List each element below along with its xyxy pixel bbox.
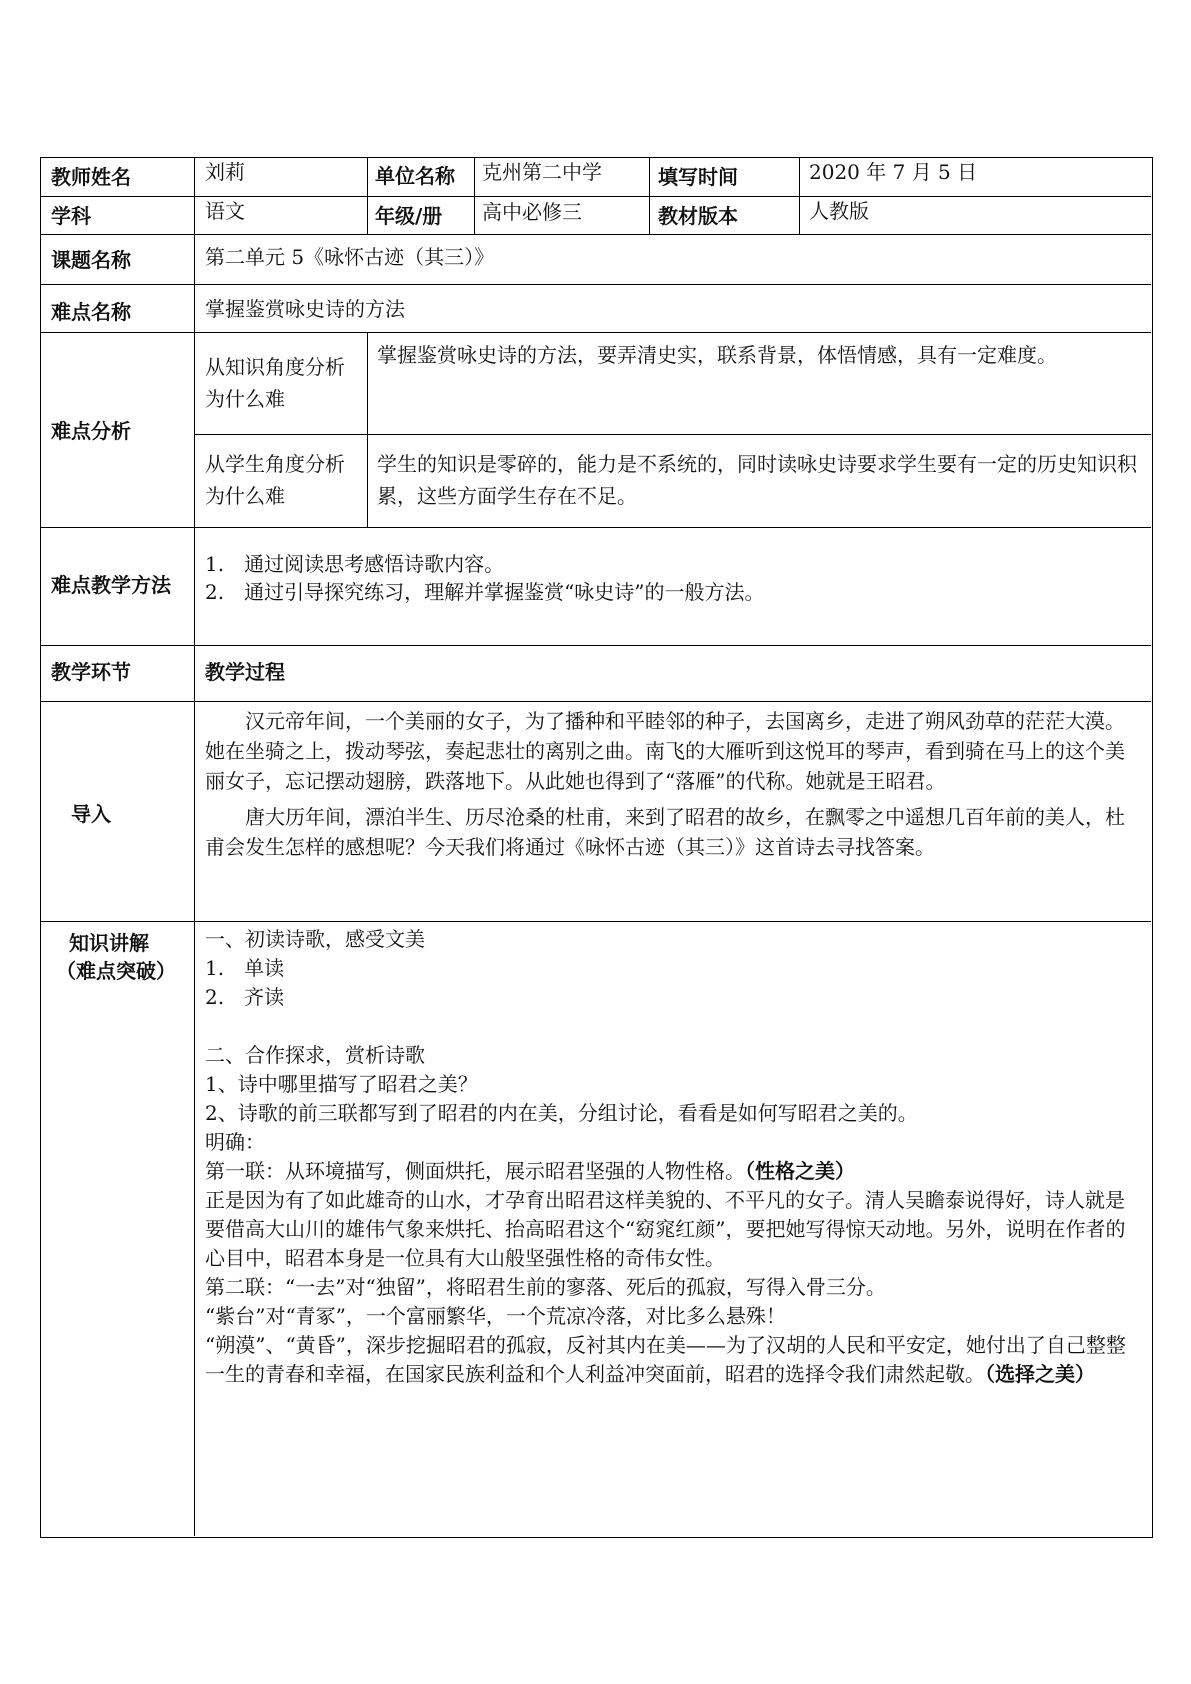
couplet-2-compare: “紫台”对“青冢”，一个富丽繁华，一个荒凉冷落，对比多么悬殊！ bbox=[205, 1304, 786, 1328]
row-divider bbox=[41, 284, 1151, 285]
col-divider bbox=[649, 158, 650, 234]
couplet-1-detail: 正是因为有了如此雄奇的山水，才孕育出昭君这样美貌的、不平凡的女子。清人吴瞻泰说得好，诗人就是要借高大山川的雄伟气象来烘托、抬高昭君这个“窈窕红颜”，要把她写得惊天动地。另外，说明在作者的心目中，昭君本身是一位具有大山般坚强性格的奇伟女性。 bbox=[205, 1188, 1126, 1270]
subject-label: 学科 bbox=[51, 204, 91, 228]
intro-text bbox=[205, 706, 1141, 862]
teacher-value: 刘莉 bbox=[205, 160, 245, 184]
question-1: 1、诗中哪里描写了昭君之美？ bbox=[205, 1072, 478, 1096]
row-divider bbox=[41, 234, 1151, 235]
section-1-item: 2. 齐读 bbox=[205, 985, 285, 1009]
intro-paragraph: 唐大历年间，漂泊半生、历尽沧桑的杜甫，来到了昭君的故乡，在飘零之中遥想几百年前的美人，杜甫会发生怎样的感想呢？今天我们将通过《咏怀古迹（其三）》这首诗去寻找答案。 bbox=[205, 805, 1125, 859]
subject-value: 语文 bbox=[205, 199, 245, 223]
row-divider bbox=[41, 645, 1151, 646]
question-2: 2、诗歌的前三联都写到了昭君的内在美，分组讨论，看看是如何写昭君之美的。 bbox=[205, 1101, 918, 1125]
clarify-label: 明确： bbox=[205, 1130, 265, 1154]
row-divider bbox=[41, 332, 1151, 333]
col-divider bbox=[474, 158, 475, 234]
date-label: 填写时间 bbox=[658, 165, 738, 189]
col-divider bbox=[194, 158, 195, 1536]
topic-value: 第二单元 5《咏怀古迹（其三）》 bbox=[205, 245, 495, 269]
knowledge-angle-value: 掌握鉴赏咏史诗的方法，要弄清史实，联系背景，体悟情感，具有一定难度。 bbox=[377, 343, 1057, 367]
student-angle-value: 学生的知识是零碎的，能力是不系统的，同时读咏史诗要求学生要有一定的历史知识积累，这些方面学生存在不足。 bbox=[377, 452, 1137, 508]
date-value: 2020 年 7 月 5 日 bbox=[809, 160, 978, 184]
grade-label: 年级/册 bbox=[375, 204, 443, 228]
knowledge-angle-label: 从知识角度分析为什么难 bbox=[205, 355, 345, 411]
col-divider bbox=[367, 158, 368, 234]
analysis-label: 难点分析 bbox=[51, 419, 131, 443]
stage-header: 教学环节 bbox=[51, 660, 131, 684]
lesson-plan-table bbox=[40, 157, 1153, 1538]
process-header: 教学过程 bbox=[205, 660, 285, 684]
section-1-title: 一、初读诗歌，感受文美 bbox=[205, 927, 425, 951]
col-divider bbox=[367, 332, 368, 527]
intro-paragraph: 汉元帝年间，一个美丽的女子，为了播种和平睦邻的种子，去国离乡，走进了朔风劲草的茫茫大漠。她在坐骑之上，拨动琴弦，奏起悲壮的离别之曲。南飞的大雁听到这悦耳的琴声，看到骑在马上的这个美丽女子，忘记摆动翅膀，跌落地下。从此她也得到了“落雁”的代称。她就是王昭君。 bbox=[205, 709, 1125, 793]
topic-label: 课题名称 bbox=[51, 248, 131, 272]
method-label: 难点教学方法 bbox=[51, 573, 171, 597]
teacher-label: 教师姓名 bbox=[51, 165, 131, 189]
section-1-item: 1. 单读 bbox=[205, 956, 285, 980]
unit-value: 克州第二中学 bbox=[482, 160, 602, 184]
col-divider bbox=[799, 158, 800, 234]
method-item-1: 1. 通过阅读思考感悟诗歌内容。 bbox=[205, 552, 505, 576]
tag-character-beauty: （性格之美） bbox=[745, 1159, 855, 1183]
method-item-2: 2. 通过引导探究练习，理解并掌握鉴赏“咏史诗”的一般方法。 bbox=[205, 580, 765, 604]
knowledge-content bbox=[205, 925, 1141, 1389]
difficulty-value: 掌握鉴赏咏史诗的方法 bbox=[205, 297, 405, 321]
grade-value: 高中必修三 bbox=[482, 200, 582, 224]
row-divider bbox=[41, 527, 1151, 528]
tag-choice-beauty: （选择之美） bbox=[985, 1362, 1095, 1386]
edition-value: 人教版 bbox=[809, 199, 869, 223]
knowledge-label-line1: 知识讲解 bbox=[69, 931, 149, 955]
edition-label: 教材版本 bbox=[658, 204, 738, 228]
row-divider bbox=[194, 434, 1151, 435]
knowledge-label-line2: （难点突破） bbox=[56, 959, 176, 983]
intro-label: 导入 bbox=[71, 802, 111, 826]
couplet-2-detail: “朔漠”、“黄昏”，深步挖掘昭君的孤寂，反衬其内在美——为了汉胡的人民和平安定，她付出了自己整整一生的青春和幸福，在国家民族利益和个人利益冲突面前，昭君的选择令我们肃然起敬。（选择之美） bbox=[205, 1333, 1126, 1386]
row-divider bbox=[41, 701, 1151, 702]
couplet-1-analysis: 第一联：从环境描写，侧面烘托，展示昭君坚强的人物性格。（性格之美） bbox=[205, 1159, 855, 1183]
student-angle-label: 从学生角度分析为什么难 bbox=[205, 452, 345, 508]
difficulty-label: 难点名称 bbox=[51, 300, 131, 324]
section-2-title: 二、合作探求，赏析诗歌 bbox=[205, 1043, 425, 1067]
couplet-2-analysis: 第二联：“一去”对“独留”，将昭君生前的寥落、死后的孤寂，写得入骨三分。 bbox=[205, 1275, 886, 1299]
unit-label: 单位名称 bbox=[375, 164, 455, 188]
row-divider bbox=[41, 921, 1151, 922]
